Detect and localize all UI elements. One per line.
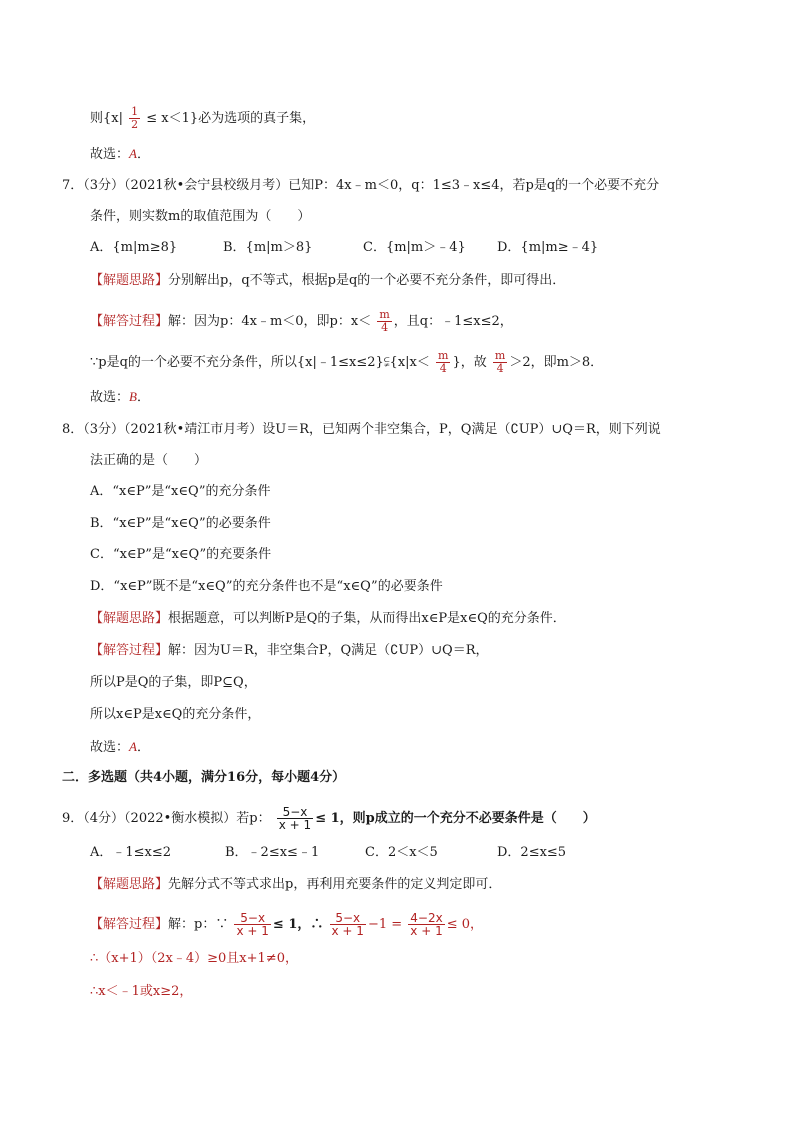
q9-option-c: C．2＜x＜5	[365, 845, 438, 860]
q7-process2-text-b: }，故	[452, 355, 487, 370]
q9-stem-text-b: ≤ 1，则p成立的一个充分不必要条件是（ ）	[315, 811, 596, 826]
q7-fraction-m-over-4	[377, 309, 391, 334]
q7-option-a: A．{m|m≥8}	[90, 240, 178, 255]
fraction-denominator: x + 1	[278, 818, 312, 832]
q9-option-b: B．﹣2≤x≤﹣1	[225, 845, 320, 860]
fraction-numerator: m	[379, 308, 390, 321]
q7-fraction-m-over-4-c	[493, 350, 507, 375]
q9-option-d: D．2≤x≤5	[497, 845, 567, 860]
q7-thought-line	[90, 271, 565, 291]
q9-fraction-1	[234, 912, 270, 937]
answer-letter: A	[129, 739, 137, 754]
fraction-denominator: 2	[131, 118, 139, 131]
q8-stem-line-2: 法正确的是（ ）	[90, 453, 208, 468]
q8-option-c: C．“x∈P”是“x∈Q”的充要条件	[90, 547, 272, 562]
q7-process-tag: 【解答过程】	[90, 314, 169, 329]
q9-stem-fraction	[277, 806, 313, 831]
q9-thought-line	[90, 875, 501, 895]
answer-suffix: ．	[136, 390, 150, 405]
fraction-one-half	[129, 106, 140, 131]
q9-process-text-d: ≤ 0，	[446, 917, 484, 932]
section-2-heading: 二．多选题（共4小题，满分16分，每小题4分）	[62, 770, 346, 785]
q8-thought-line	[90, 609, 566, 629]
q9-process-line-2: ∴（x+1）（2x﹣4）≥0且x+1≠0，	[90, 951, 298, 966]
q8-option-a: A．“x∈P”是“x∈Q”的充分条件	[90, 484, 271, 499]
q7-option-d: D．{m|m≥﹣4}	[497, 240, 599, 255]
fraction-numerator: m	[438, 349, 449, 362]
q7-option-c: C．{m|m＞﹣4}	[363, 240, 466, 255]
q7-stem-line-1: 7．（3分）（2021秋•会宁县校级月考）已知P：4x﹣m＜0，q：1≤3﹣x≤4，若p是q的一个必要不充分	[62, 178, 660, 193]
q8-stem-line-1: 8．（3分）（2021秋•靖江市月考）设U＝R，已知两个非空集合，P，Q满足（∁UP）∪Q＝R，则下列说	[62, 422, 661, 437]
q9-process-line-3: ∴x＜﹣1或x≥2，	[90, 984, 193, 999]
q9-option-a: A．﹣1≤x≤2	[90, 845, 172, 860]
q7-thought-text: 分别解出p，q不等式，根据p是q的一个必要不充分条件，即可得出．	[168, 273, 566, 288]
q7-stem-line-2: 条件，则实数m的取值范围为（ ）	[90, 209, 311, 224]
q8-process-tag: 【解答过程】	[90, 643, 169, 658]
q7-process-line-1	[90, 309, 513, 334]
answer-prefix: 故选：	[90, 390, 130, 405]
q9-thought-tag: 【解题思路】	[90, 877, 169, 892]
fraction-numerator: 5−x	[277, 806, 313, 819]
q7-process2-text-c: ＞2，即m＞8．	[509, 355, 604, 370]
fraction-numerator: m	[494, 349, 506, 362]
prev-answer-line	[90, 144, 150, 165]
q9-process-text-c: −1 =	[367, 917, 403, 932]
q8-option-b: B．“x∈P”是“x∈Q”的必要条件	[90, 516, 271, 531]
q7-process-text-b: ，且q：﹣1≤x≤2，	[393, 314, 513, 329]
answer-letter: B	[129, 389, 137, 404]
answer-letter: A	[129, 146, 137, 161]
prev-conclusion-text-b: ≤ x＜1}必为选项的真子集，	[146, 111, 316, 126]
fraction-numerator: 5−x	[234, 912, 270, 925]
fraction-denominator: x + 1	[236, 924, 269, 938]
prev-solution-conclusion-line	[90, 106, 315, 131]
q8-process-text: 解：因为U＝R，非空集合P，Q满足（∁UP）∪Q＝R，	[168, 643, 489, 658]
q8-answer-line	[90, 737, 150, 758]
q8-process-line-1	[90, 641, 488, 661]
q8-thought-text: 根据题意，可以判断P是Q的子集，从而得出x∈P是x∈Q的充分条件．	[168, 611, 566, 626]
q7-process2-text-a: ∵p是q的一个必要不充分条件，所以{x|﹣1≤x≤2}⫋{x|x＜	[90, 355, 430, 370]
answer-prefix: 故选：	[90, 740, 130, 755]
fraction-denominator: x + 1	[410, 924, 443, 938]
fraction-numerator: 1	[131, 105, 139, 118]
fraction-numerator: 5−x	[330, 912, 366, 925]
q7-process-text-a: 解：因为p：4x﹣m＜0，即p：x＜	[168, 314, 372, 329]
answer-prefix: 故选：	[90, 147, 130, 162]
q9-stem-text-a: 9．（4分）（2022•衡水模拟）若p：	[62, 811, 271, 826]
q7-option-b: B．{m|m＞8}	[223, 240, 313, 255]
q8-process-line-2: 所以P是Q的子集，即P⊆Q，	[90, 675, 257, 690]
fraction-denominator: 4	[439, 362, 447, 375]
q9-process-text-a: 解：p：∵	[168, 917, 229, 932]
q8-option-d: D．“x∈P”既不是“x∈Q”的充分条件也不是“x∈Q”的必要条件	[90, 579, 443, 594]
q9-process-line-1	[90, 912, 483, 937]
q8-process-line-3: 所以x∈P是x∈Q的充分条件，	[90, 707, 261, 722]
fraction-denominator: 4	[496, 362, 504, 375]
q9-fraction-2	[330, 912, 366, 937]
prev-conclusion-text-a: 则{x|	[90, 111, 123, 126]
fraction-numerator: 4−2x	[410, 911, 443, 925]
q7-process-line-2	[90, 350, 603, 375]
answer-suffix: ．	[136, 147, 150, 162]
q9-process-tag: 【解答过程】	[90, 917, 169, 932]
q8-thought-tag: 【解题思路】	[90, 611, 169, 626]
answer-suffix: ．	[136, 740, 150, 755]
q9-stem-line	[62, 806, 596, 831]
fraction-denominator: x + 1	[331, 924, 364, 938]
q7-thought-tag: 【解题思路】	[90, 273, 169, 288]
q9-process-text-b: ≤ 1，∴	[272, 917, 324, 932]
q9-thought-text: 先解分式不等式求出p，再利用充要条件的定义判定即可．	[168, 877, 502, 892]
q7-answer-line	[90, 387, 150, 408]
q9-fraction-3	[408, 912, 444, 937]
fraction-denominator: 4	[381, 321, 389, 334]
q7-fraction-m-over-4-b	[436, 350, 450, 375]
